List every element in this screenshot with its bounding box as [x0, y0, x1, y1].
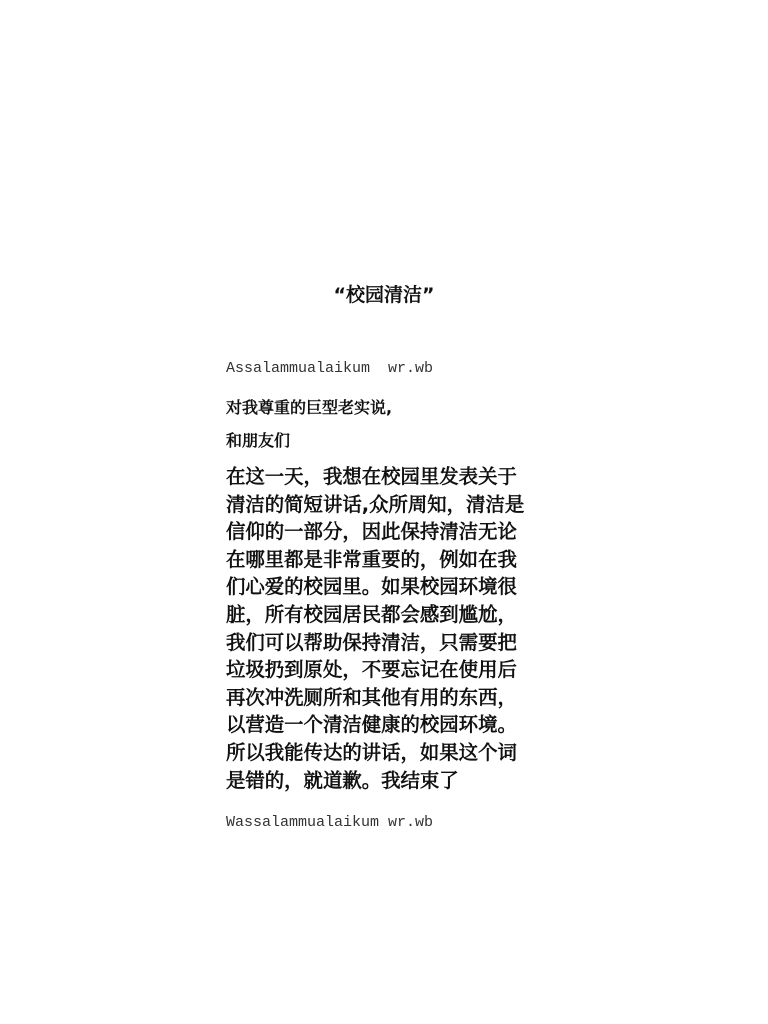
opening-greeting: Assalammualaikum wr.wb [226, 360, 434, 377]
body-line: 以营造一个清洁健康的校园环境。 [226, 713, 517, 737]
body-line: 在这一天，我想在校园里发表关于 [226, 465, 517, 488]
speech-title: “校园清洁” [333, 284, 435, 306]
body-line: 信仰的一部分，因此保持清洁无论 [226, 520, 517, 544]
salutation-line-2: 和朋友们 [226, 431, 291, 450]
body-line: 们心爱的校园里。如果校园环境很 [226, 575, 517, 599]
body-line: 是错的，就道歉。我结束了 [226, 768, 459, 792]
body-line: 我们可以帮助保持清洁，只需要把 [226, 630, 517, 654]
body-line: 脏，所有校园居民都会感到尴尬， [226, 602, 517, 626]
closing-greeting: Wassalammualaikum wr.wb [226, 814, 434, 831]
salutation-line-1: 对我尊重的巨型老实说, [226, 398, 393, 417]
body-line: 所以我能传达的讲话，如果这个词 [226, 740, 517, 764]
body-line: 垃圾扔到原处，不要忘记在使用后 [226, 658, 517, 682]
body-line: 在哪里都是非常重要的，例如在我 [226, 547, 517, 571]
body-line: 清洁的简短讲话,众所周知，清洁是 [226, 492, 525, 516]
speech-body [226, 463, 566, 794]
body-line: 再次冲洗厕所和其他有用的东西， [226, 685, 517, 709]
